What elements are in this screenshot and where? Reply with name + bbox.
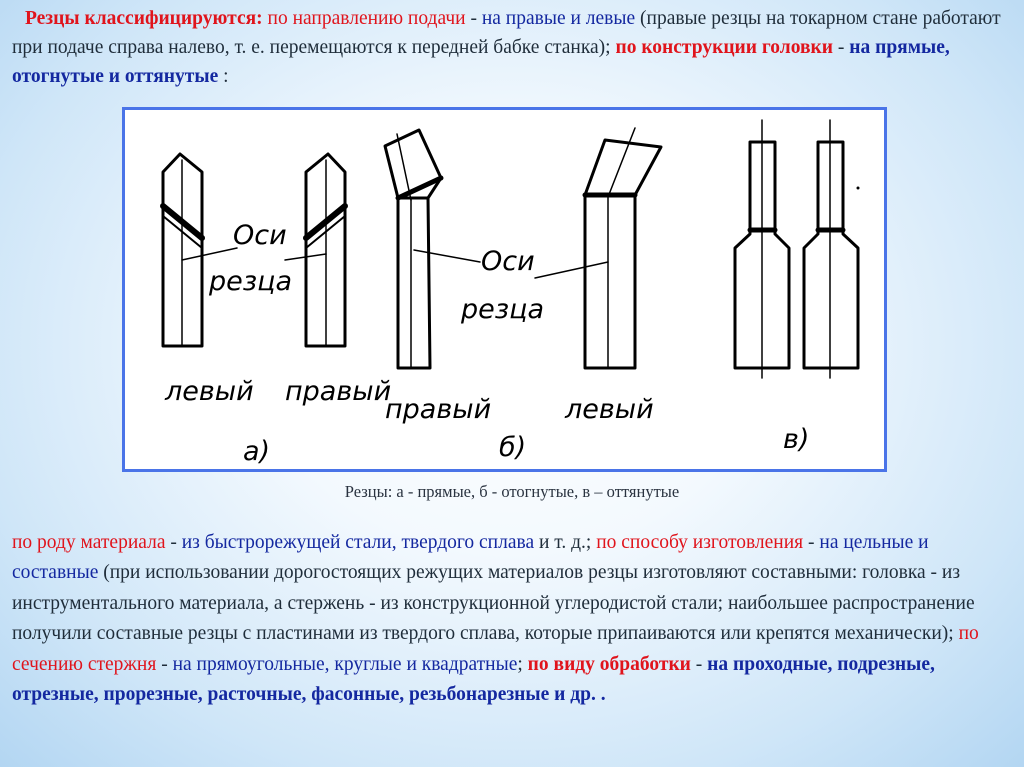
axes-label-a-line2: резца	[209, 266, 293, 297]
label-right-b: правый	[385, 394, 492, 425]
term-head-design: по конструкции головки	[615, 37, 833, 58]
figure-caption: Резцы: а - прямые, б - отогнутые, в – оттянутые	[344, 482, 680, 501]
value-shank-section: на прямоугольные, круглые и квадратные	[172, 653, 518, 675]
term-manufacturing: по способу изготовления	[596, 532, 804, 553]
mark-b: б)	[499, 432, 527, 463]
cutter-left-bent	[585, 128, 661, 368]
mark-v: в)	[783, 424, 810, 455]
dash: -	[465, 8, 482, 29]
term-material: по роду материала	[12, 532, 166, 553]
value-processing: на проходные, подрезные, отрезные, прорезные, расточные, фасонные, резьбонарезные и др. .	[12, 653, 935, 706]
heading-classification: Резцы классифицируются:	[25, 8, 263, 29]
classification-paragraph	[12, 528, 1014, 710]
intro-paragraph	[12, 4, 1012, 91]
dash: -	[832, 37, 850, 58]
cutter-right-straight	[306, 154, 345, 346]
explanation-text: (правые резцы на токарном стане работают при подаче справа налево, т. е. перемещаются к передней бабке станка);	[12, 8, 1001, 58]
dash: -	[803, 532, 820, 553]
value-head-types: на прямые, отогнутые и оттянутые	[12, 37, 950, 87]
dash: -	[690, 653, 708, 675]
explanation-text: (при использовании дорогостоящих режущих материалов резцы изготовляют составными: головка - из инструментального материала, а стержень - из конструкционной углеродистой стали; наибольшее распространение получили составные резцы с пластинами из твердого сплава, которые припаиваются или крепятся механически);	[12, 562, 975, 645]
axis-pointer	[535, 262, 608, 278]
dash: -	[156, 653, 173, 675]
colon: :	[218, 66, 229, 87]
value-material: из быстрорежущей стали, твердого сплава	[181, 532, 535, 553]
dash: -	[165, 532, 182, 553]
cutter-diagram	[125, 110, 884, 469]
term-feed-direction: по направлению подачи	[267, 8, 466, 29]
cutter-left-straight	[163, 154, 202, 346]
value-manufacturing: на цельные и составные	[12, 532, 929, 584]
axes-label-a-line1: Оси	[233, 220, 287, 251]
label-left-b: левый	[565, 394, 654, 425]
axes-label-b-line2: резца	[461, 294, 545, 325]
axes-label-b-line1: Оси	[481, 246, 535, 277]
text: ;	[517, 653, 528, 675]
mark-a: а)	[243, 436, 271, 467]
label-right-a: правый	[285, 376, 392, 407]
axis-pointer	[182, 248, 237, 260]
cutter-right-bent	[385, 130, 441, 368]
cutter-drawn-right	[804, 120, 858, 378]
term-processing: по виду обработки	[527, 653, 691, 675]
text: и т. д.;	[534, 532, 597, 553]
value-right-left: на правые и левые	[481, 8, 636, 29]
cutter-drawn-left	[735, 120, 789, 378]
figure-frame	[122, 107, 887, 472]
term-shank-section: по сечению стержня	[12, 623, 979, 675]
axis-pointer	[414, 250, 480, 262]
label-left-a: левый	[165, 376, 254, 407]
